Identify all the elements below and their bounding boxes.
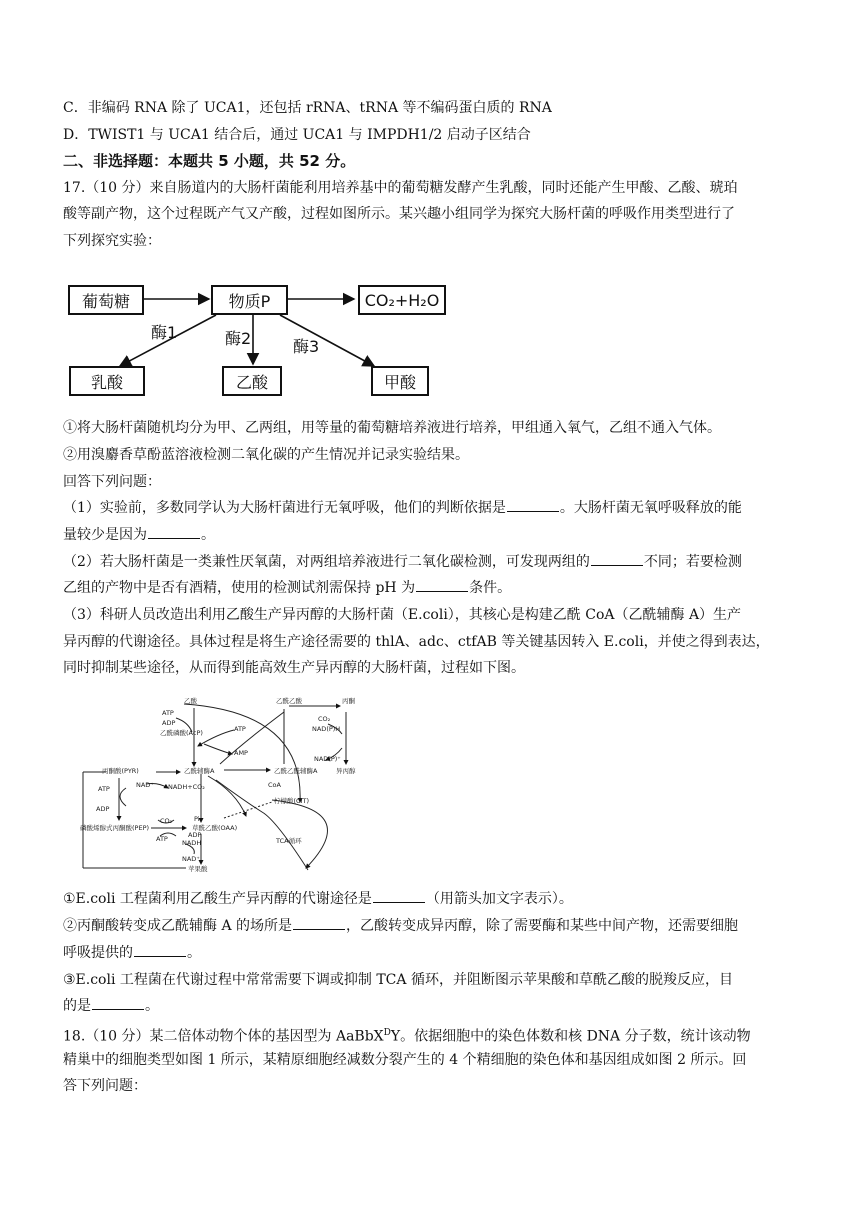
answer-blank[interactable]: [507, 497, 559, 512]
q2-text-d: 条件。: [469, 580, 512, 596]
co2-label: CO₂: [160, 817, 173, 825]
answer-blank[interactable]: [416, 577, 468, 592]
q2-text-c: 乙组的产物中是否有酒精，使用的检测试剂需保持 pH 为: [63, 580, 416, 596]
q3-line3: 同时抑制某些途径，从而得到能高效生产异丙醇的大肠杆菌，过程如下图。: [63, 660, 525, 676]
oxaloacetate-label: 草酰乙酸(OAA): [192, 824, 238, 832]
atp-label: ATP: [98, 785, 110, 793]
answer-blank[interactable]: [92, 995, 144, 1010]
tca-cycle-label: TCA循环: [276, 837, 302, 845]
s1-text-b: （用箭头加文字表示）。: [425, 891, 573, 907]
nadh-co2-label: NADH+CO₂: [168, 783, 205, 791]
amp-label: AMP: [234, 749, 248, 757]
genotype-superscript: D: [383, 1028, 391, 1038]
acetoacetyl-coa-label: 乙酰乙酰辅酶A: [274, 767, 318, 775]
fermentation-diagram: [68, 282, 453, 396]
nad-label: NAD⁺: [182, 855, 200, 863]
q18-line2: 精巢中的细胞类型如图 1 所示，某精原细胞经减数分裂产生的 4 个精细胞的染色体和基因组成如图 2 所示。回: [63, 1052, 747, 1068]
co2-label: CO₂: [318, 715, 331, 723]
step2: ②用溴麝香草酚蓝溶液检测二氧化碳的产生情况并记录实验结果。: [63, 447, 469, 463]
enzyme2-label: 酶2: [225, 329, 252, 348]
s1-line: [63, 886, 798, 912]
q18-text-a: 18.（10 分）某二倍体动物个体的基因型为 AaBbX: [63, 1028, 384, 1045]
answer-prompt: 回答下列问题：: [63, 474, 161, 490]
s3-text-a: 的是: [63, 998, 91, 1014]
q2-line1: [63, 549, 798, 575]
q17-stem-line2: 酸等副产物，这个过程既产气又产酸，过程如图所示。某兴趣小组同学为探究大肠杆菌的呼吸作用类型进行了: [63, 206, 735, 222]
adp-label: ADP: [162, 719, 176, 727]
answer-blank[interactable]: [134, 942, 186, 957]
q2-text-b: 不同；若要检测: [643, 554, 742, 570]
option-d: D．TWIST1 与 UCA1 结合后，通过 UCA1 与 IMPDH1/2 启动子区结合: [63, 127, 531, 143]
pep-label: 磷酸烯醇式丙酮酸(PEP): [80, 824, 150, 832]
glucose-box: 葡萄糖: [68, 285, 144, 315]
q3-line1: （3）科研人员改造出利用乙酸生产异丙醇的大肠杆菌（E.coli），其核心是构建乙酰 CoA（乙酰辅酶 A）生产: [63, 607, 742, 623]
q1-text-b: 。大肠杆菌无氧呼吸释放的能: [559, 500, 742, 516]
answer-blank[interactable]: [293, 915, 345, 930]
atp-label: ATP: [234, 725, 246, 733]
malate-label: 苹果酸: [188, 865, 208, 873]
enzyme3-label: 酶3: [293, 337, 320, 356]
s3-line2: [63, 993, 798, 1019]
s2-text-b: ，乙酸转变成异丙醇，除了需要酶和某些中间产物，还需要细胞: [346, 918, 739, 934]
option-c: C．非编码 RNA 除了 UCA1，还包括 rRNA、tRNA 等不编码蛋白质的 RNA: [63, 100, 552, 116]
q1-text-a: （1）实验前，多数同学认为大肠杆菌进行无氧呼吸，他们的判断依据是: [63, 500, 506, 516]
step1: ①将大肠杆菌随机均分为甲、乙两组，用等量的葡萄糖培养液进行培养，甲组通入氧气，乙组不通入气体。: [63, 420, 721, 436]
pi-label: Pi: [194, 815, 200, 823]
adp-label: ADP: [96, 805, 110, 813]
acetate-label: 乙酸: [184, 697, 197, 705]
q17-stem-line1: 17.（10 分）来自肠道内的大肠杆菌能利用培养基中的葡萄糖发酵产生乳酸，同时还能产生甲酸、乙酸、琥珀: [63, 180, 738, 196]
q1-line1: [63, 495, 798, 521]
q18-line3: 答下列问题：: [63, 1078, 147, 1094]
acetone-label: 丙酮: [342, 697, 355, 705]
s3-line1: ③E.coli 工程菌在代谢过程中常常需要下调或抑制 TCA 循环，并阻断图示苹果酸和草酰乙酸的脱羧反应，目: [63, 972, 733, 988]
answer-blank[interactable]: [591, 551, 643, 566]
acetoacetate-label: 乙酰乙酸: [276, 697, 302, 705]
q1-line2: [63, 522, 798, 548]
enzyme1-label: 酶1: [151, 323, 178, 342]
q3-line2: 异丙醇的代谢途径。具体过程是将生产途径需要的 thlA、adc、ctfAB 等关键基因转入 E.coli，并使之得到表达，: [63, 634, 770, 650]
acetic-acid-box: 乙酸: [222, 366, 282, 396]
s2-text-a: ②丙酮酸转变成乙酰辅酶 A 的场所是: [63, 918, 293, 934]
s1-text-a: ①E.coli 工程菌利用乙酸生产异丙醇的代谢途径是: [63, 891, 372, 907]
adp-label: ADP: [188, 831, 202, 839]
answer-blank[interactable]: [373, 888, 425, 903]
s2-line1: [63, 913, 798, 939]
co2-h2o-box: CO₂+H₂O: [358, 285, 446, 315]
q17-stem-line3: 下列探究实验：: [63, 233, 161, 249]
atp-label: ATP: [156, 835, 168, 843]
citrate-label: 柠檬酸(CIT): [274, 797, 309, 805]
nadp-label: NAD(P)⁺: [314, 755, 341, 763]
s3-text-b: 。: [145, 998, 159, 1014]
acp-label: 乙酰磷酸(AcP): [160, 729, 203, 737]
s2-text-d: 。: [187, 945, 201, 961]
pyruvate-label: 丙酮酸(PYR): [102, 767, 139, 775]
answer-blank[interactable]: [148, 524, 200, 539]
q1-text-c: 量较少是因为: [63, 527, 147, 543]
s2-line2: [63, 940, 798, 966]
metabolic-pathway-diagram: [76, 692, 370, 875]
acetyl-coa-label: 乙酰辅酶A: [184, 767, 215, 775]
q2-line2: [63, 575, 798, 601]
nadph-label: NAD(P)H: [312, 725, 341, 733]
s2-text-c: 呼吸提供的: [63, 945, 133, 961]
q2-text-a: （2）若大肠杆菌是一类兼性厌氧菌，对两组培养液进行二氧化碳检测，可发现两组的: [63, 554, 590, 570]
q18-line1: [63, 1020, 798, 1050]
coa-label: CoA: [268, 781, 281, 789]
isopropanol-label: 异丙醇: [336, 767, 356, 775]
substance-p-box: 物质P: [211, 285, 288, 315]
q1-text-d: 。: [201, 527, 215, 543]
nadh-label: NADH: [182, 839, 202, 847]
lactic-acid-box: 乳酸: [69, 366, 145, 396]
q18-text-b: Y。依据细胞中的染色体数和核 DNA 分子数，统计该动物: [390, 1028, 751, 1045]
nad-label: NAD⁺: [136, 781, 154, 789]
atp-label: ATP: [162, 709, 174, 717]
section-heading: 二、非选择题：本题共 5 小题，共 52 分。: [63, 152, 356, 170]
formic-acid-box: 甲酸: [371, 366, 429, 396]
